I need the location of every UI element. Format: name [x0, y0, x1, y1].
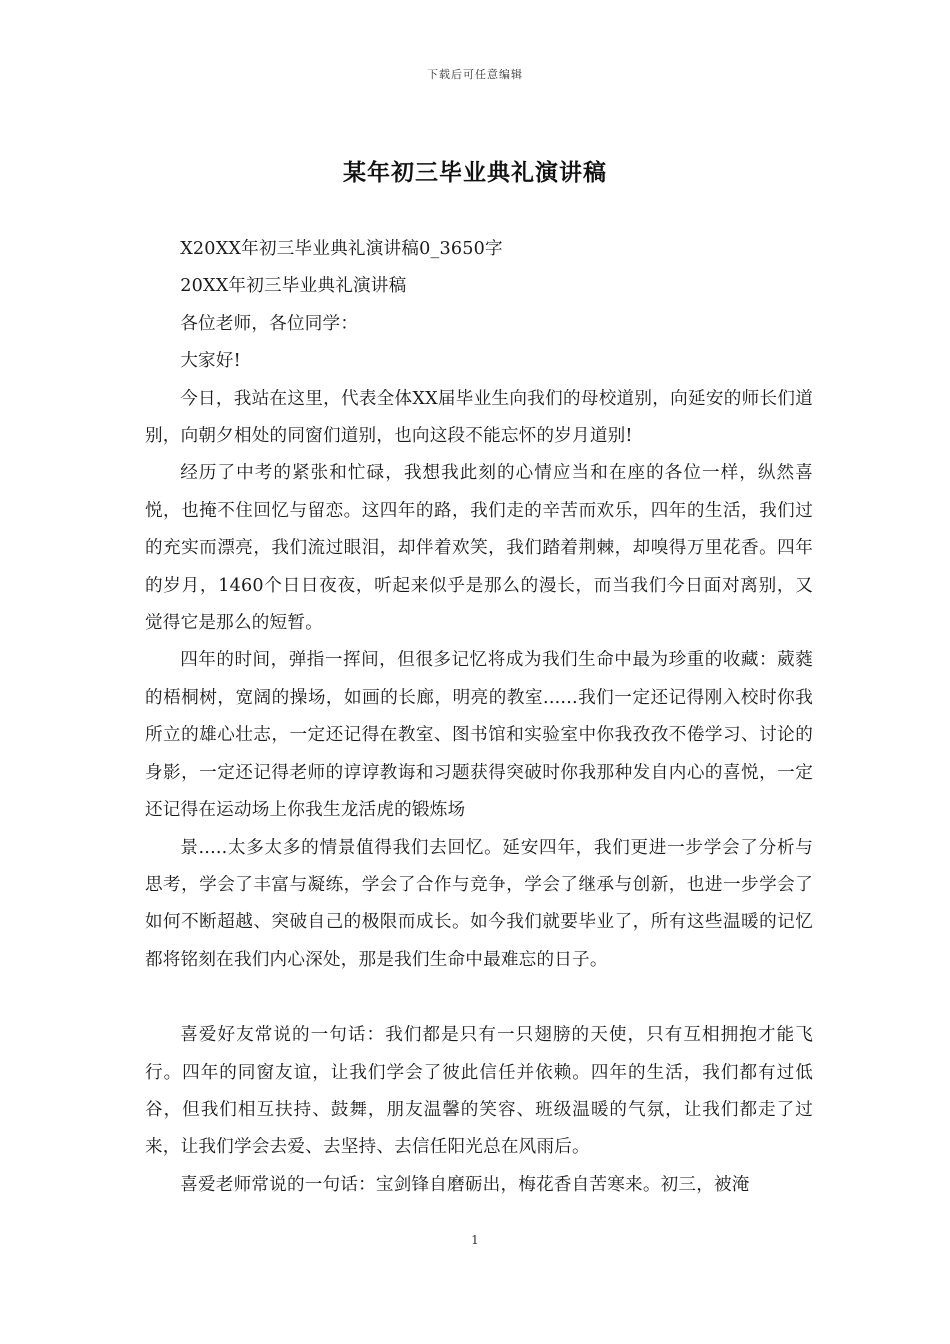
- paragraph: 今日，我站在这里，代表全体XX届毕业生向我们的母校道别，向延安的师长们道别，向朝夕相处的同窗们道别，也向这段不能忘怀的岁月道别!: [145, 388, 813, 447]
- header-note: 下载后可任意编辑: [427, 68, 523, 81]
- paragraph: 经历了中考的紧张和忙碌，我想我此刻的心情应当和在座的各位一样，纵然喜悦，也掩不住回忆与留恋。这四年的路，我们走的辛苦而欢乐，四年的生活，我们过的充实而漂亮，我们流过眼泪，却伴着欢笑，我们踏着荆棘，却嗅得万里花香。四年的岁月，1460个日日夜夜，听起来似乎是那么的漫长，而当我们今日面对离别，又觉得它是那么的短暂。: [145, 463, 813, 634]
- paragraph: X20XX年初三毕业典礼演讲稿0_3650字: [180, 239, 503, 259]
- paragraph: 四年的时间，弹指一挥间，但很多记忆将成为我们生命中最为珍重的收藏：葳蕤的梧桐树，宽阔的操场，如画的长廊，明亮的教室......我们一定还记得刚入校时你我所立的雄心壮志，一定还记得在教室、图书馆和实验室中你我孜孜不倦学习、讨论的身影，一定还记得老师的谆谆教诲和习题获得突破时你我那种发自内心的喜悦，一定还记得在运动场上你我生龙活虎的锻炼场: [145, 650, 813, 821]
- paragraph: 景.....太多太多的情景值得我们去回忆。延安四年，我们更进一步学会了分析与思考，学会了丰富与凝练，学会了合作与竞争，学会了继承与创新，也进一步学会了如何不断超越、突破自己的极限而成长。如今我们就要毕业了，所有这些温暖的记忆都将铭刻在我们内心深处，那是我们生命中最难忘的日子。: [145, 837, 813, 970]
- paragraph: 喜爱好友常说的一句话：我们都是只有一只翅膀的天使，只有互相拥抱才能飞行。四年的同窗友谊，让我们学会了彼此信任并依赖。四年的生活，我们都有过低谷，但我们相互扶持、鼓舞，朋友温馨的笑容、班级温暖的气氛，让我们都走了过来，让我们学会去爱、去坚持、去信任阳光总在风雨后。: [145, 1025, 813, 1158]
- page-number: 1: [471, 1233, 479, 1247]
- document-body: [145, 231, 813, 1204]
- document-title: 某年初三毕业典礼演讲稿: [343, 159, 607, 186]
- paragraph: 20XX年初三毕业典礼演讲稿: [180, 276, 407, 297]
- paragraph: 喜爱老师常说的一句话：宝剑锋自磨砺出，梅花香自苦寒来。初三，被淹: [180, 1174, 750, 1195]
- paragraph: 各位老师，各位同学：: [180, 313, 359, 334]
- paragraph: 大家好!: [180, 351, 241, 372]
